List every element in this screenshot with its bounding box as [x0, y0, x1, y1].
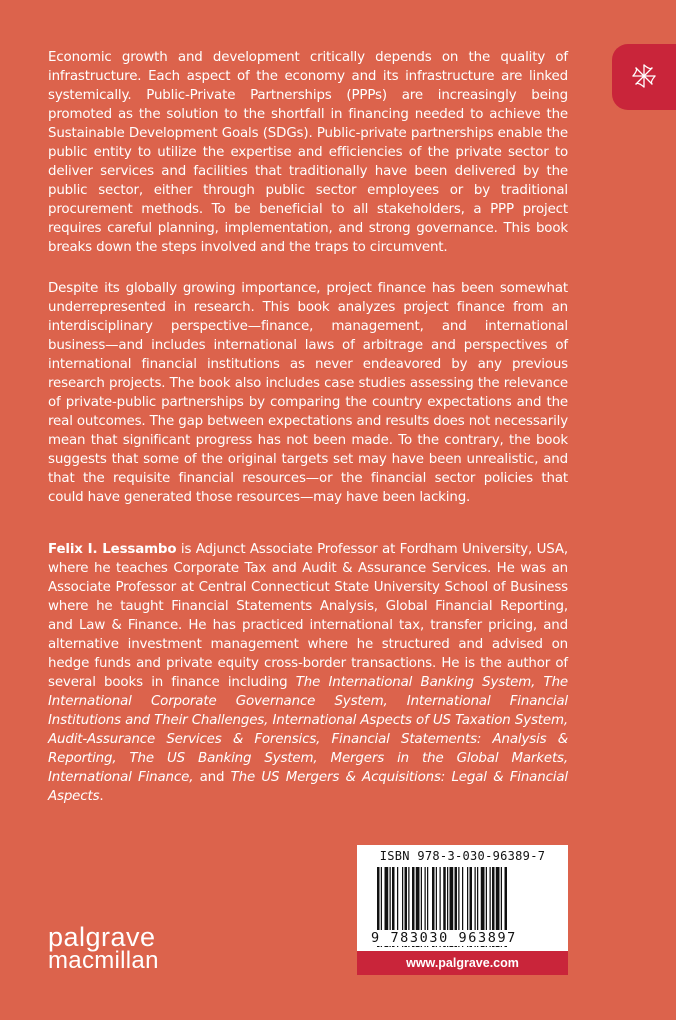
isbn-barcode-box [357, 845, 568, 975]
publisher-logo [48, 922, 159, 974]
isbn-label: ISBN 978-3-030-96389-7 [379, 849, 546, 863]
springer-logo-badge [612, 44, 676, 110]
springer-horse-icon [630, 62, 658, 90]
isbn-digits: 9 783030 963897 [371, 930, 561, 946]
author-bio-text: is Adjunct Associate Professor at Fordham University, USA, where he teaches Corporate Tax and Audit & Assurance Services. He was an Associate Professor at Central Connecticut State University School of Business where he taught Financial Statements Analysis, Global Financial Reporting, and Law & Finance. He has practiced international tax, transfer pricing, and alternative investment management where he structured and advised on hedge funds and private equity cross-border transactions. He is the author of several books in finance including [48, 542, 568, 690]
author-name: Felix I. Lessambo [48, 542, 177, 557]
blurb-paragraph-2-text: Despite its globally growing importance, project finance has been somewhat underrepresented in research. This book analyzes project finance from an interdisciplinary perspective—finance, management, and international business—and includes international laws of arbitrage and perspectives of international financial institutions as never endeavored by any previous research projects. The book also includes case studies assessing the relevance of private-public partnerships by comparing the country expectations and the real outcomes. The gap between expectations and results does not necessarily mean that significant progress has not been made. To the contrary, the book suggests that some of the original targets set may have been unrealistic, and that the requisite financial resources—or the financial sector policies that could have generated those resources—may have been lacking. [48, 281, 568, 505]
publisher-line-2: macmillan [48, 947, 159, 974]
author-and-text: and [193, 770, 231, 785]
publisher-line-1: palgrave [48, 922, 156, 952]
author-bio-end: . [99, 789, 104, 804]
blurb-paragraph-2 [48, 279, 568, 507]
author-books-list: The International Banking System, The International Corporate Governance System, International Financial Institutions and Their Challenges, International Aspects of US Taxation System, Audit-Assurance Services & Forensics, Financial Statements: Analysis & Reporting, The US Banking System, Mergers in the Global Markets, International Finance, [48, 675, 568, 785]
publisher-url[interactable]: www.palgrave.com [357, 951, 568, 975]
blurb-paragraph-1 [48, 48, 568, 257]
author-last-book: The US Mergers & Acquisitions: Legal & Financial Aspects [48, 770, 568, 804]
blurb-paragraph-1-text: Economic growth and development critically depends on the quality of infrastructure. Each aspect of the economy and its infrastructure are linked systemically. Public-Private Partnerships (PPPs) are increasingly being promoted as the solution to the shortfall in financing needed to achieve the Sustainable Development Goals (SDGs). Public-private partnerships enable the public entity to utilize the expertise and efficiencies of the private sector to deliver services and facilities that traditionally have been delivered by the public sector, either through public sector employees or by traditional procurement methods. To be beneficial to all stakeholders, a PPP project requires careful planning, implementation, and strong governance. This book breaks down the steps involved and the traps to circumvent. [48, 50, 568, 255]
author-bio [48, 540, 568, 806]
